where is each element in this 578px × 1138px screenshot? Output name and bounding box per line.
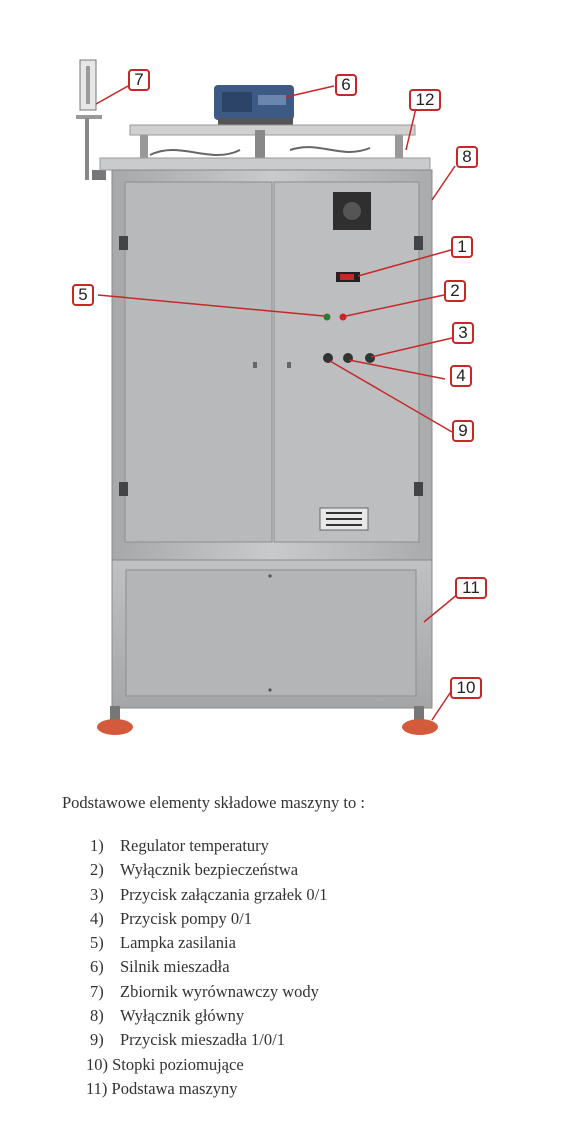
item-text: Wyłącznik główny [120, 1006, 245, 1026]
item-text: Wyłącznik bezpieczeństwa [120, 860, 299, 880]
item-text: Zbiornik wyrównawczy wody [120, 981, 319, 1001]
callout-label: 8 [462, 147, 472, 166]
callout-4 [450, 365, 472, 387]
list-item [90, 980, 328, 1004]
list-item [90, 858, 328, 882]
item-text: Podstawa maszyny [111, 1078, 238, 1098]
item-number: 2) [90, 860, 104, 880]
item-text: Lampka zasilania [120, 933, 236, 953]
callout-1 [451, 236, 473, 258]
item-number: 9) [90, 1030, 104, 1050]
item-number: 8) [90, 1006, 104, 1026]
callout-2 [444, 280, 466, 302]
callout-label: 12 [415, 90, 435, 109]
item-number: 11) [86, 1078, 108, 1098]
leveling-feet [97, 706, 438, 735]
callout-label: 10 [456, 678, 476, 697]
callout-label: 11 [462, 578, 480, 597]
callout-label: 4 [456, 366, 466, 385]
callout-3 [452, 322, 474, 344]
item-number: 5) [90, 933, 104, 953]
list-item [90, 1004, 328, 1028]
callout-11 [455, 577, 487, 599]
callout-label: 1 [457, 237, 467, 256]
item-number: 1) [90, 836, 104, 855]
callout-label: 3 [458, 323, 468, 342]
callout-label: 7 [134, 70, 144, 89]
callout-9 [452, 420, 474, 442]
list-item [90, 931, 328, 955]
callout-8 [456, 146, 478, 168]
item-number: 6) [90, 957, 104, 977]
callout-7 [128, 69, 150, 91]
cabinet [112, 170, 432, 560]
list-item [90, 883, 328, 907]
list-item [90, 834, 328, 858]
item-number: 4) [90, 908, 104, 928]
item-text: Przycisk pompy 0/1 [120, 908, 252, 928]
callout-label: 2 [450, 281, 460, 300]
legend-list [86, 834, 328, 1101]
machine-base [112, 560, 432, 708]
callout-6 [335, 74, 357, 96]
item-text: Przycisk mieszadła 1/0/1 [120, 1030, 285, 1050]
item-text: Przycisk załączania grzałek 0/1 [120, 884, 328, 904]
item-text: Stopki poziomujące [112, 1054, 244, 1074]
list-item [86, 1053, 328, 1077]
list-item [86, 1077, 328, 1101]
callout-12 [409, 89, 441, 111]
callout-label: 5 [78, 285, 88, 304]
list-item [90, 1028, 328, 1052]
mixer-motor [214, 85, 294, 126]
callout-10 [450, 677, 482, 699]
list-item [90, 955, 328, 979]
list-item [90, 907, 328, 931]
top-frame [100, 125, 430, 170]
legend-intro: Podstawowe elementy składowe maszyny to : [62, 793, 365, 812]
item-text: Silnik mieszadła [120, 957, 230, 977]
callout-5 [72, 284, 94, 306]
callout-label: 9 [458, 421, 468, 440]
item-number: 3) [90, 884, 104, 904]
callout-label: 6 [341, 75, 351, 94]
item-number: 7) [90, 981, 104, 1001]
item-text: Regulator temperatury [120, 836, 269, 855]
item-number: 10) [86, 1054, 108, 1074]
